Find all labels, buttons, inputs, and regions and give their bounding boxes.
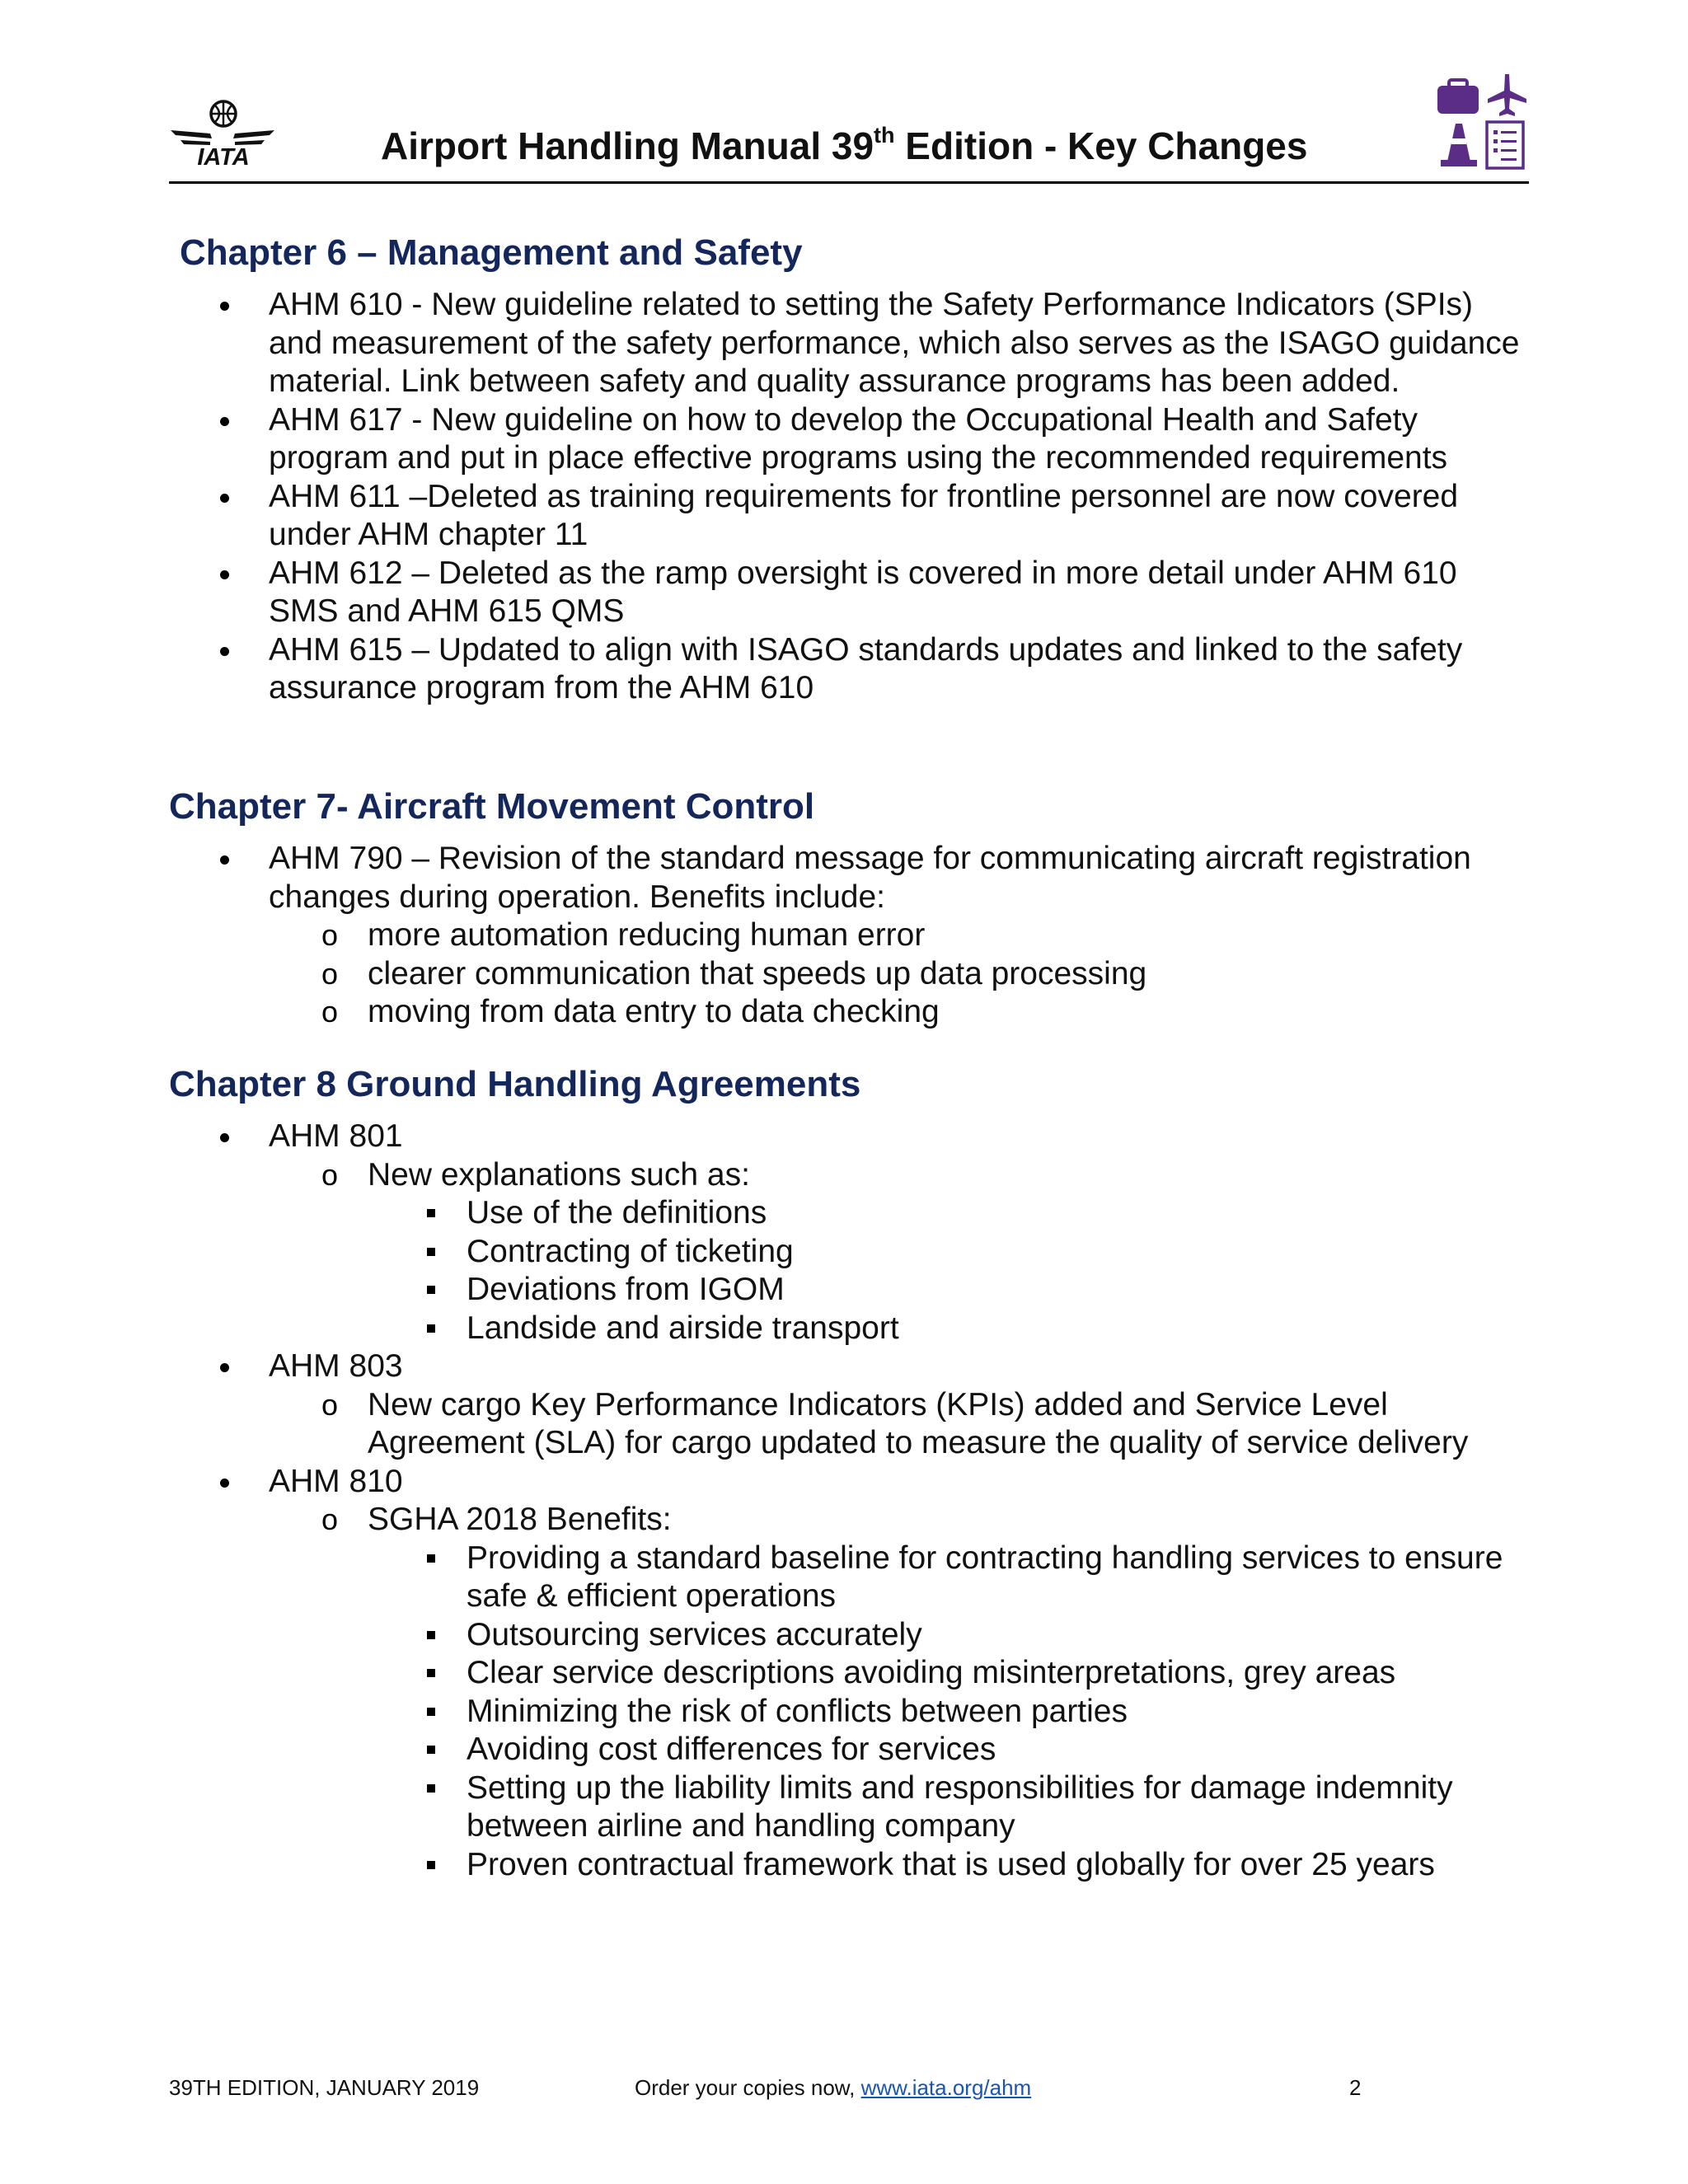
sub-sub-list-item (368, 1310, 1525, 1348)
footer-link[interactable]: www.iata.org/ahm (860, 2075, 1032, 2100)
sub-list-item (269, 916, 1525, 955)
list-item (165, 1463, 1525, 1885)
briefcase-icon (1437, 80, 1479, 114)
checklist-icon (1487, 122, 1523, 168)
item-text: Providing a standard baseline for contracting handling services to ensure safe & efficient operations (467, 1540, 1503, 1614)
list-item (165, 401, 1525, 478)
item-text: AHM 810 (269, 1463, 403, 1499)
page-title (381, 124, 1307, 168)
sub-sub-list-item (368, 1731, 1525, 1769)
item-text: Contracting of ticketing (467, 1233, 794, 1269)
chapter-heading: Chapter 7- Aircraft Movement Control (169, 786, 815, 827)
item-text: AHM 801 (269, 1118, 403, 1154)
item-text: Use of the definitions (467, 1195, 767, 1230)
header-divider (169, 181, 1529, 184)
item-text: Outsourcing services accurately (467, 1616, 922, 1652)
iata-logo (169, 97, 276, 168)
item-text: Deviations from IGOM (467, 1272, 785, 1307)
airplane-icon (1488, 74, 1526, 116)
chapter-heading: Chapter 6 – Management and Safety (180, 232, 803, 273)
sub-sub-list-item (368, 1540, 1525, 1616)
sub-list-item (269, 1156, 1525, 1348)
list-item (165, 631, 1525, 708)
sub-sub-list-item (368, 1654, 1525, 1693)
item-text: AHM 611 –Deleted as training requirements for frontline personnel are now covered under AHM chapter 11 (269, 478, 1459, 552)
list-item (165, 286, 1525, 401)
list-item (165, 840, 1525, 1032)
footer-order-text: Order your copies now, (635, 2075, 861, 2100)
sub-list (269, 916, 1525, 1032)
item-text: Avoiding cost differences for services (467, 1732, 996, 1767)
chapter-6-list (165, 286, 1525, 708)
list-item (165, 478, 1525, 555)
sub-list-item (269, 955, 1525, 994)
item-text: New cargo Key Performance Indicators (KPIs) added and Service Level Agreement (SLA) for cargo updated to measure the quality of service delivery (368, 1386, 1469, 1460)
item-text: Proven contractual framework that is used globally for over 25 years (467, 1846, 1435, 1882)
sub-sub-list-item (368, 1616, 1525, 1655)
sub-sub-list-item (368, 1271, 1525, 1310)
header-icon-group (1434, 73, 1531, 171)
chapter-8-list (165, 1118, 1525, 1884)
sub-list-item (269, 1501, 1525, 1884)
footer-edition: 39TH EDITION, JANUARY 2019 (169, 2075, 480, 2100)
item-text: Setting up the liability limits and responsibilities for damage indemnity between airline and handling company (467, 1769, 1453, 1844)
page-number: 2 (1349, 2075, 1362, 2100)
sub-sub-list-item (368, 1194, 1525, 1233)
title-main: Airport Handling Manual 39 (381, 124, 874, 167)
sub-list-item (269, 993, 1525, 1032)
item-text: Minimizing the risk of conflicts between parties (467, 1693, 1128, 1729)
list-item (165, 1347, 1525, 1463)
item-text: AHM 617 - New guideline on how to develop the Occupational Health and Safety program and put in place effective programs using the recommended requirements (269, 401, 1448, 476)
item-text: SGHA 2018 Benefits: (368, 1502, 672, 1537)
sub-list (269, 1156, 1525, 1348)
item-text: more automation reducing human error (368, 917, 926, 953)
footer-order (635, 2075, 1031, 2101)
item-text: moving from data entry to data checking (368, 994, 940, 1029)
sub-sub-list-item (368, 1769, 1525, 1846)
chapter-7-list (165, 840, 1525, 1032)
item-text: Landside and airside transport (467, 1310, 899, 1346)
item-text: AHM 803 (269, 1348, 403, 1384)
item-text: AHM 790 – Revision of the standard message for communicating aircraft registration changes during operation. Benefits include: (269, 841, 1471, 915)
sub-sub-list (368, 1194, 1525, 1347)
sub-sub-list-item (368, 1693, 1525, 1732)
sub-list (269, 1386, 1525, 1463)
title-superscript: th (874, 122, 895, 148)
item-text: clearer communication that speeds up data processing (368, 955, 1147, 991)
item-text: AHM 615 – Updated to align with ISAGO standards updates and linked to the safety assurance program from the AHM 610 (269, 631, 1463, 705)
item-text: AHM 612 – Deleted as the ramp oversight is covered in more detail under AHM 610 SMS and AHM 615 QMS (269, 555, 1457, 629)
item-text: AHM 610 - New guideline related to setting the Safety Performance Indicators (SPIs) and measurement of the safety performance, which also serves as the ISAGO guidance material. Link between safety and quality assurance programs has been added. (269, 287, 1520, 399)
item-text: New explanations such as: (368, 1156, 750, 1193)
traffic-cone-icon (1441, 124, 1477, 166)
sub-sub-list-item (368, 1233, 1525, 1272)
title-rest: Edition - Key Changes (894, 124, 1308, 167)
sub-list-item (269, 1386, 1525, 1463)
sub-sub-list (368, 1540, 1525, 1885)
list-item (165, 555, 1525, 631)
list-item (165, 1118, 1525, 1347)
chapter-heading: Chapter 8 Ground Handling Agreements (169, 1064, 861, 1104)
sub-list (269, 1501, 1525, 1884)
sub-sub-list-item (368, 1846, 1525, 1885)
item-text: Clear service descriptions avoiding misinterpretations, grey areas (467, 1655, 1396, 1690)
logo-text: IATA (197, 144, 250, 168)
